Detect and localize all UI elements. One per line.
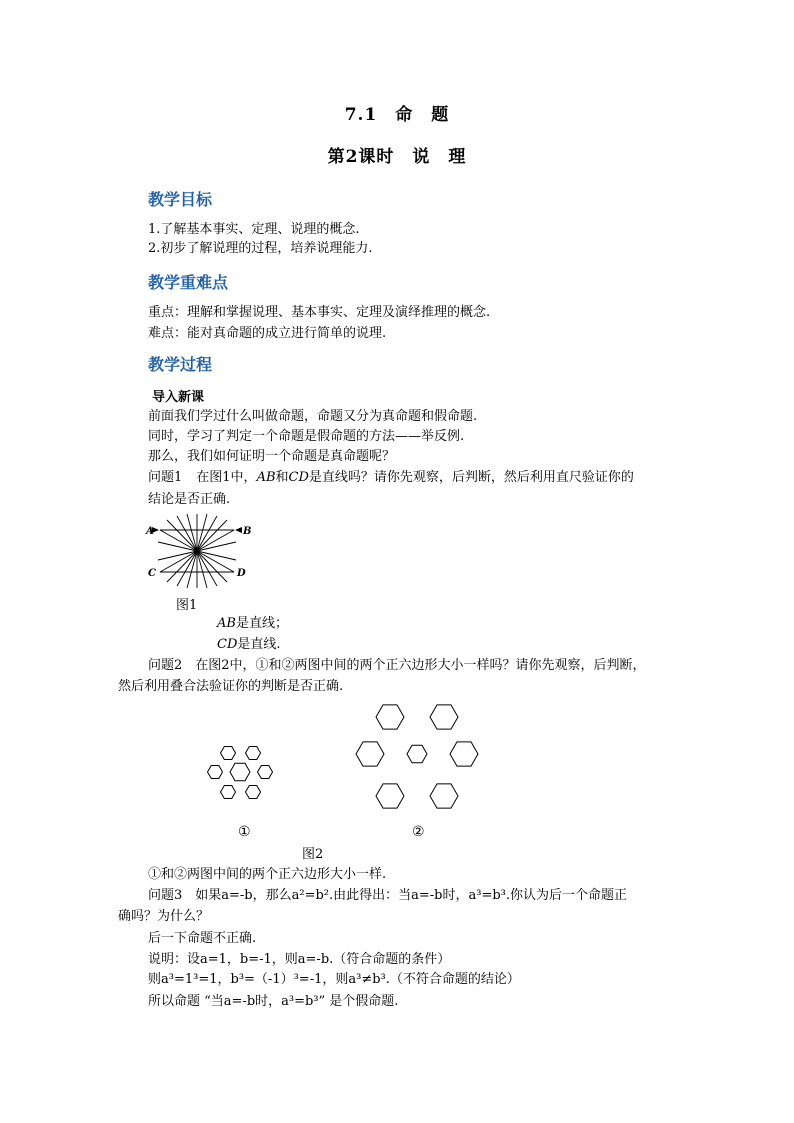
- label-c: C: [148, 568, 156, 579]
- question-1-text: 和: [275, 470, 289, 485]
- figure-2-hexagons: [190, 695, 490, 845]
- figure-1-caption: 图1: [176, 598, 198, 613]
- figure-2-label-2: ②: [412, 824, 425, 840]
- page-title: 7.1 命 题: [344, 105, 450, 125]
- hexagon-shape: [430, 784, 458, 808]
- answer-1-ab: [217, 615, 288, 633]
- hexagon-shape: [430, 705, 458, 729]
- hexagon-shape: [356, 742, 384, 766]
- intro-line: 那么，我们如何证明一个命题是真命题呢？: [148, 449, 396, 464]
- question-1-label: 问题1: [148, 470, 183, 485]
- hexagon-shape: [246, 747, 261, 760]
- label-d: D: [237, 568, 246, 579]
- hexagon-shape: [376, 784, 404, 808]
- intro-line: 同时，学习了判定一个命题是假命题的方法——举反例.: [148, 429, 465, 444]
- objectives-heading: 教学目标: [148, 190, 213, 209]
- hexagon-shape: [450, 742, 478, 766]
- hexagon-shape: [407, 745, 427, 762]
- answer-2: ①和②两图中间的两个正六边形大小一样.: [148, 867, 387, 882]
- intro-line: 前面我们学过什么叫做命题，命题又分为真命题和假命题.: [148, 409, 478, 424]
- objective-item: 2.初步了解说理的过程，培养说理能力.: [148, 241, 373, 256]
- question-3-answer: 后一下命题不正确.: [148, 931, 257, 946]
- question-3-explain-2: 则a³=1³=1，b³=（-1）³=-1，则a³≠b³.（不符合命题的结论）: [148, 972, 520, 987]
- question-3-conclusion: 所以命题 “当a=-b时，a³=b³” 是个假命题.: [148, 994, 399, 1009]
- question-1-text: 是直线吗？请你先观察，后判断，然后利用直尺验证你的: [308, 470, 634, 485]
- process-heading: 教学过程: [148, 355, 213, 374]
- hexagon-shape: [208, 766, 223, 779]
- hexagon-shape: [230, 763, 250, 780]
- key-point-item: 难点：能对真命题的成立进行简单的说理.: [148, 326, 387, 341]
- question-1: [148, 469, 634, 487]
- hexagon-shape: [221, 747, 236, 760]
- answer-1-text: 是直线；: [235, 616, 288, 631]
- var-ab: AB: [217, 616, 236, 631]
- question-2-line2: 然后利用叠合法验证你的判断是否正确.: [118, 679, 344, 694]
- objective-item: 1.了解基本事实、定理、说理的概念.: [148, 222, 360, 237]
- key-points-heading: 教学重难点: [148, 273, 229, 292]
- answer-1-cd: [217, 636, 281, 654]
- var-ab: AB: [256, 470, 276, 485]
- key-point-item: 重点：理解和掌握说理、基本事实、定理及演绎推理的概念.: [148, 305, 491, 320]
- figure-1-lines: [144, 510, 254, 590]
- question-1-line2: 结论是否正确.: [148, 492, 231, 507]
- label-a: A: [146, 526, 154, 537]
- label-b: B: [243, 526, 252, 537]
- question-3-line1: 问题3 如果a=-b，那么a²=b².由此得出：当a=-b时，a³=b³.你认为后一个命题正: [148, 888, 628, 903]
- hexagon-shape: [258, 766, 273, 779]
- radiating-lines: [158, 514, 236, 588]
- page-subtitle: 第2课时 说 理: [327, 147, 467, 167]
- hexagon-shape: [246, 786, 261, 799]
- hexagon-shape: [376, 705, 404, 729]
- hexagon-shape: [221, 786, 236, 799]
- arrow-b-icon: [235, 527, 242, 533]
- answer-1-text: 是直线.: [237, 637, 281, 652]
- intro-label: 导入新课: [152, 390, 205, 405]
- question-3-explain-1: 说明：设a=1，b=-1，则a=-b.（符合命题的条件）: [148, 952, 451, 967]
- question-2-line1: 问题2 在图2中，①和②两图中间的两个正六边形大小一样吗？请你先观察，后判断，: [148, 658, 646, 673]
- question-1-text: 在图1中，: [196, 470, 257, 485]
- question-3-line2: 确吗？为什么？: [118, 909, 210, 924]
- figure-2-caption: 图2: [302, 847, 324, 862]
- var-cd: CD: [217, 637, 238, 652]
- figure-2-label-1: ①: [238, 824, 251, 840]
- var-cd: CD: [288, 470, 309, 485]
